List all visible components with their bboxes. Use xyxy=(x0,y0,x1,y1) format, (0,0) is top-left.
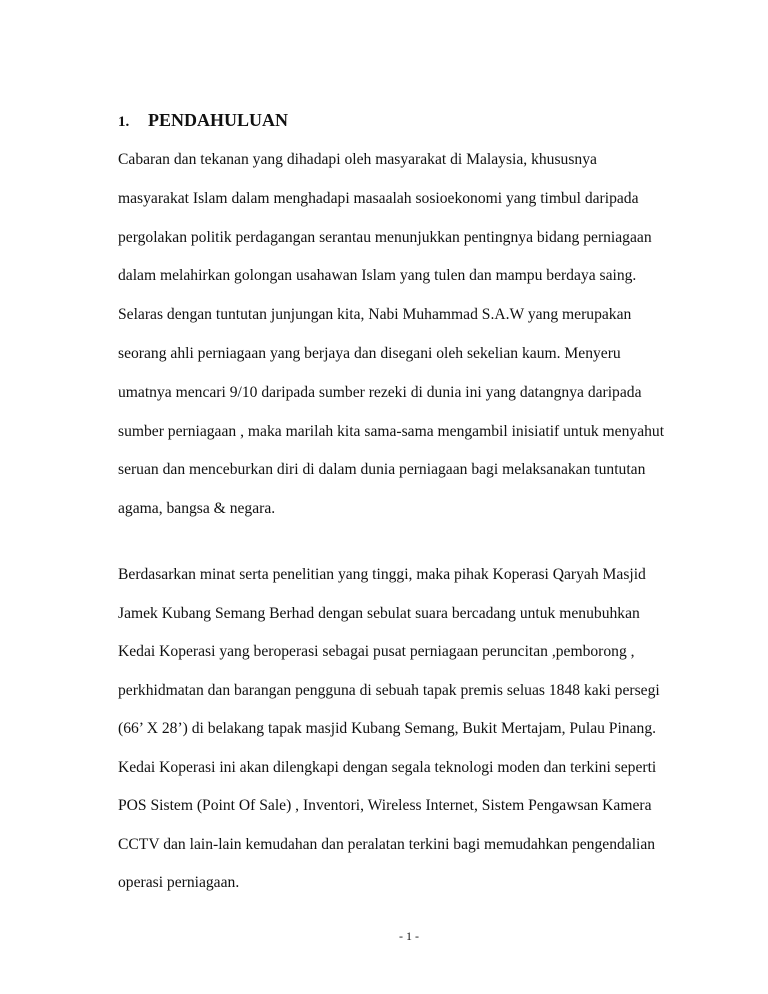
paragraph-line: Kedai Koperasi ini akan dilengkapi dengan segala teknologi moden dan terkini seperti xyxy=(118,758,657,776)
paragraph-line: CCTV dan lain-lain kemudahan dan peralatan terkini bagi memudahkan pengendalian xyxy=(118,835,656,853)
paragraph-line: seorang ahli perniagaan yang berjaya dan disegani oleh sekelian kaum. Menyeru xyxy=(118,345,621,362)
paragraph-line: Cabaran dan tekanan yang dihadapi oleh masyarakat di Malaysia, khususnya xyxy=(118,151,597,168)
page-number: - 1 - xyxy=(399,929,419,943)
paragraph-line: operasi perniagaan. xyxy=(118,874,240,891)
paragraph-line: seruan dan menceburkan diri di dalam dunia perniagaan bagi melaksanakan tuntutan xyxy=(118,461,646,479)
paragraph-line: Jamek Kubang Semang Berhad dengan sebulat suara bercadang untuk menubuhkan xyxy=(118,604,640,622)
paragraph-line: Kedai Koperasi yang beroperasi sebagai pusat perniagaan peruncitan ,pemborong , xyxy=(118,643,635,660)
section-heading xyxy=(118,108,288,134)
paragraph-line: (66’ X 28’) di belakang tapak masjid Kubang Semang, Bukit Mertajam, Pulau Pinang. xyxy=(118,720,657,737)
paragraph-line: pergolakan politik perdagangan serantau menunjukkan pentingnya bidang perniagaan xyxy=(118,228,652,246)
paragraph-line: perkhidmatan dan barangan pengguna di sebuah tapak premis seluas 1848 kaki persegi xyxy=(118,681,660,699)
paragraph-line: masyarakat Islam dalam menghadapi masaalah sosioekonomi yang timbul daripada xyxy=(118,189,639,207)
paragraph-line: POS Sistem (Point Of Sale) , Inventori, Wireless Internet, Sistem Pengawsan Kamera xyxy=(118,797,652,814)
section-title: PENDAHULUAN xyxy=(148,110,289,130)
paragraph-line: dalam melahirkan golongan usahawan Islam yang tulen dan mampu berdaya saing. xyxy=(118,267,637,285)
section-number: 1. xyxy=(118,114,130,130)
paragraph-line: Selaras dengan tuntutan junjungan kita, Nabi Muhammad S.A.W yang merupakan xyxy=(118,306,632,324)
paragraph-line: umatnya mencari 9/10 daripada sumber rezeki di dunia ini yang datangnya daripada xyxy=(118,383,642,401)
paragraph-line: Berdasarkan minat serta penelitian yang tinggi, maka pihak Koperasi Qaryah Masjid xyxy=(118,566,646,583)
paragraph-line: sumber perniagaan , maka marilah kita sama-sama mengambil inisiatif untuk menyahut xyxy=(118,422,665,440)
paragraph-line: agama, bangsa & negara. xyxy=(118,500,276,518)
